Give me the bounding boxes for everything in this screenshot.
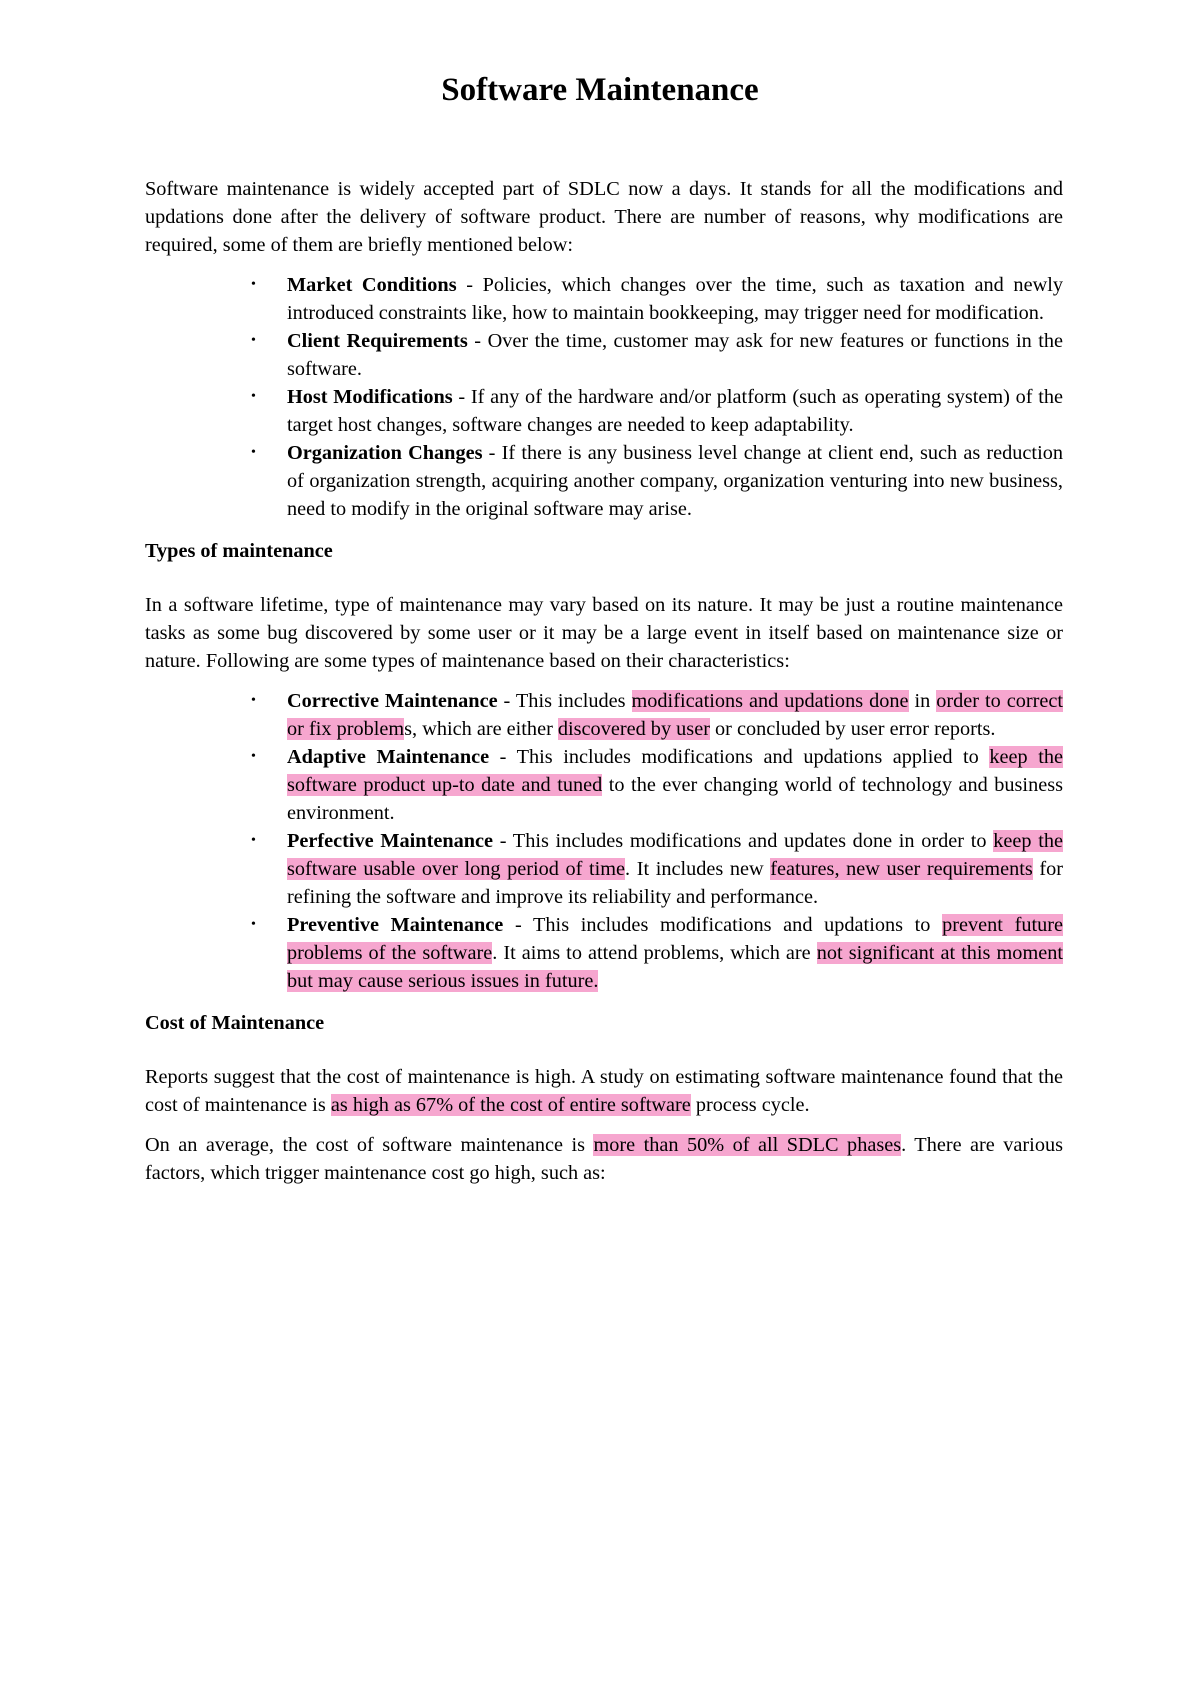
list-item [251, 687, 1064, 743]
bullet-icon: • [251, 389, 256, 404]
document-body [145, 175, 1063, 1199]
list-item-text: - Over the time, customer may ask for new features or functions in the software. [287, 330, 1064, 380]
list-item-text: . It includes new [625, 858, 771, 880]
list-item-text: - This includes modifications and updates done in order to [493, 830, 994, 852]
list-item-text: - This includes [497, 690, 632, 712]
list-item-term: Preventive Maintenance [287, 914, 504, 936]
types-intro-paragraph: In a software lifetime, type of maintenance may vary based on its nature. It may be just a routine maintenance tasks as some bug discovered by some user or it may be a large event in itself based on maintenance size or nature. Following are some types of maintenance based on their characteristics: [145, 594, 1063, 672]
list-item-text: s, which are either [404, 718, 558, 740]
list-item-text: or concluded by user error reports. [709, 718, 996, 740]
bullet-icon: • [251, 693, 256, 708]
list-item-term: Adaptive Maintenance [287, 746, 490, 768]
highlighted-text: modifications and updations done [631, 690, 909, 712]
list-item [251, 327, 1064, 383]
paragraph-text: Reports suggest that the cost of maintenance is high. A study on estimating software maintenance found that the cost of maintenance is [145, 1066, 1063, 1116]
paragraph-text: On an average, the cost of software maintenance is [145, 1134, 594, 1156]
list-item-text: for refining the software and improve its reliability and performance. [287, 858, 1063, 908]
list-item [251, 383, 1064, 439]
list-item-text: . It aims to attend problems, which are [492, 942, 817, 964]
section-heading-types: Types of maintenance [145, 540, 333, 562]
list-item [251, 911, 1064, 995]
list-item-text: to the ever changing world of technology and business environment. [287, 774, 1063, 824]
highlighted-text: features, new user requirements [770, 858, 1033, 880]
highlighted-text: as high as 67% of the cost of entire software [330, 1094, 691, 1116]
intro-paragraph: Software maintenance is widely accepted part of SDLC now a days. It stands for all the modifications and updations done after the delivery of software product. There are number of reasons, why modifications are required, some of them are briefly mentioned below: [145, 178, 1063, 256]
list-item-text: - This includes modifications and updations applied to [489, 746, 990, 768]
bullet-icon: • [251, 749, 256, 764]
bullet-icon: • [251, 445, 256, 460]
highlighted-text: keep the software product up-to date and tuned [287, 746, 1064, 796]
bullet-icon: • [251, 333, 256, 348]
list-item [251, 743, 1064, 827]
reasons-list [145, 271, 1063, 523]
list-item-text: in [908, 690, 937, 712]
highlighted-text: not significant at this moment but may cause serious issues in future. [287, 942, 1063, 992]
list-item-text: - This includes modifications and updations to [503, 914, 943, 936]
list-item [251, 271, 1063, 327]
types-list [145, 687, 1063, 995]
highlighted-text: more than 50% of all SDLC phases [593, 1134, 902, 1156]
bullet-icon: • [251, 917, 256, 932]
list-item [251, 827, 1063, 911]
list-item-term: Client Requirements [287, 330, 468, 352]
list-item-term: Corrective Maintenance [287, 690, 498, 712]
list-item-text: - If there is any business level change at client end, such as reduction of organization strength, acquiring another company, organization venturing into new business, need to modify in the original software may arise. [287, 442, 1063, 520]
highlighted-text: keep the software usable over long period of time [287, 830, 1063, 880]
list-item-text: - If any of the hardware and/or platform (such as operating system) of the target host changes, software changes are needed to keep adaptability. [287, 386, 1064, 436]
bullet-icon: • [251, 833, 256, 848]
list-item-term: Organization Changes [287, 442, 483, 464]
cost-paragraph-1 [145, 1063, 1063, 1119]
cost-paragraph-2 [145, 1131, 1063, 1187]
list-item-text: - Policies, which changes over the time, such as taxation and newly introduced constraints like, how to maintain bookkeeping, may trigger need for modification. [287, 274, 1063, 324]
list-item [251, 439, 1063, 523]
list-item-term: Market Conditions [287, 274, 457, 296]
list-item-term: Perfective Maintenance [287, 830, 494, 852]
paragraph-text: . There are various factors, which trigger maintenance cost go high, such as: [145, 1134, 1063, 1184]
highlighted-text: discovered by user [557, 718, 710, 740]
list-item-term: Host Modifications [287, 386, 453, 408]
highlighted-text: prevent future problems of the software [287, 914, 1064, 964]
paragraph-text: process cycle. [690, 1094, 810, 1116]
section-heading-cost: Cost of Maintenance [145, 1012, 325, 1034]
highlighted-text: order to correct or fix problem [287, 690, 1064, 740]
page-title: Software Maintenance [441, 72, 759, 108]
bullet-icon: • [251, 277, 256, 292]
